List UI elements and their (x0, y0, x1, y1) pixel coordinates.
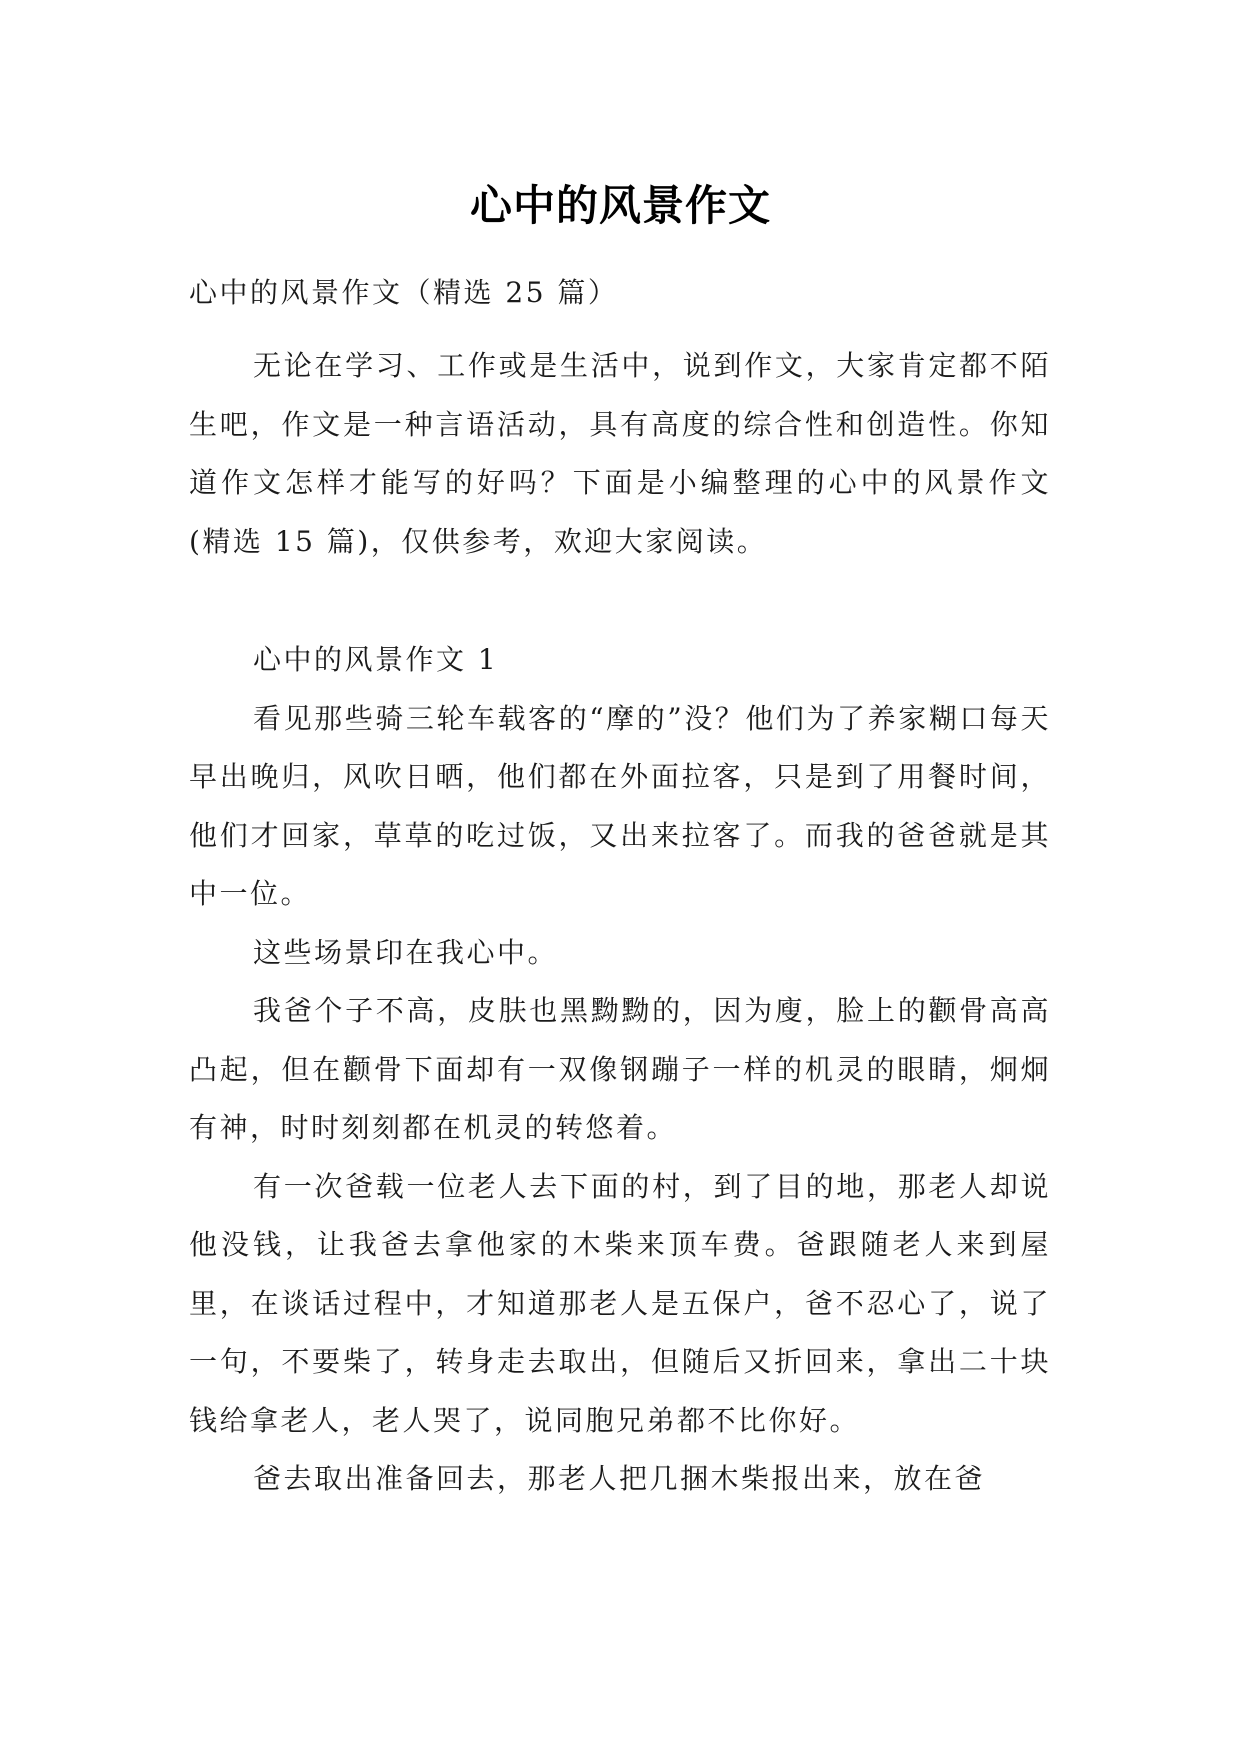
paragraph: 看见那些骑三轮车载客的“摩的”没？他们为了养家糊口每天早出晚归，风吹日晒，他们都在外面拉客，只是到了用餐时间，他们才回家，草草的吃过饭，又出来拉客了。而我的爸爸就是其中一位。 (189, 701, 1051, 910)
subtitle-text: 心中的风景作文（精选 25 篇） (189, 276, 619, 309)
intro-paragraph (189, 337, 1051, 571)
document-subtitle (189, 264, 1051, 323)
paragraph: 这些场景印在我心中。 (253, 935, 559, 969)
intro-text: 无论在学习、工作或是生活中，说到作文，大家肯定都不陌生吧，作文是一种言语活动，具有高度的综合性和创造性。你知道作文怎样才能写的好吗？下面是小编整理的心中的风景作文(精选 15 篇)，仅供参考，欢迎大家阅读。 (189, 349, 1051, 558)
document-title: 心中的风景作文 (469, 181, 771, 231)
paragraph: 我爸个子不高，皮肤也黑黝黝的，因为廋，脸上的颧骨高高凸起，但在颧骨下面却有一双像钢蹦子一样的机灵的眼睛，炯炯有神，时时刻刻都在机灵的转悠着。 (189, 994, 1051, 1144)
section-heading: 心中的风景作文 1 (253, 643, 499, 676)
paragraph: 有一次爸载一位老人去下面的村，到了目的地，那老人却说他没钱，让我爸去拿他家的木柴来顶车费。爸跟随老人来到屋里，在谈话过程中，才知道那老人是五保户，爸不忍心了，说了一句，不要柴了，转身走去取出，但随后又折回来，拿出二十块钱给拿老人，老人哭了，说同胞兄弟都不比你好。 (189, 1169, 1051, 1437)
essay-section-1 (189, 631, 1051, 1509)
paragraph: 爸去取出准备回去，那老人把几捆木柴报出来，放在爸 (253, 1462, 986, 1495)
